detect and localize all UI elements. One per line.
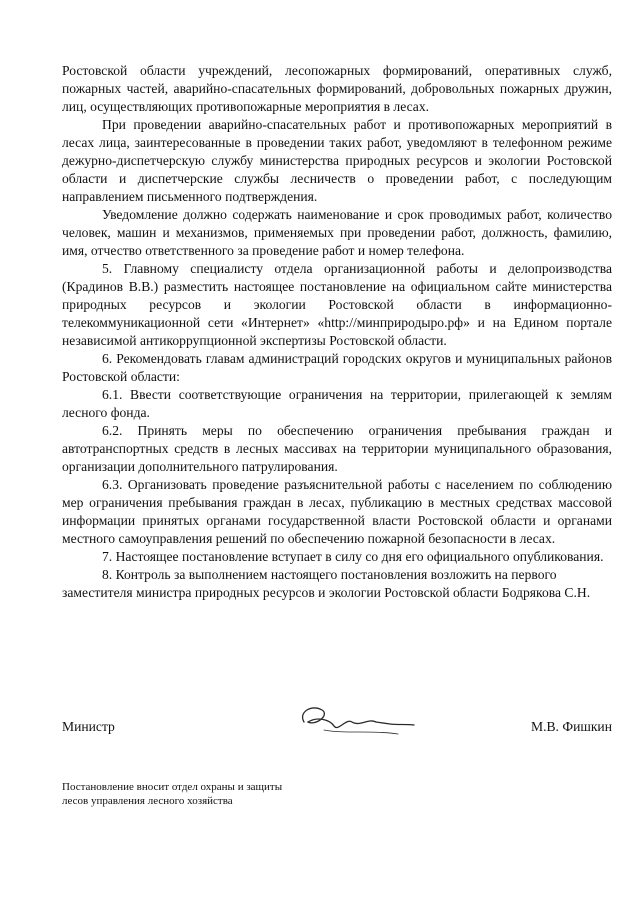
signatory-role: Министр bbox=[62, 719, 115, 734]
document-body bbox=[62, 62, 612, 602]
paragraph-item-8: 8. Контроль за выполнением настоящего постановления возложить на первого заместителя министра природных ресурсов и экологии Ростовской области Бодрякова С.Н. bbox=[62, 567, 591, 600]
paragraph-item-6-1: 6.1. Ввести соответствующие ограничения на территории, прилегающей к землям лесного фонда. bbox=[62, 387, 612, 420]
paragraph-notification: Уведомление должно содержать наименование и срок проводимых работ, количество человек, машин и механизмов, применяемых при проведении работ, должность, фамилию, имя, отчество ответственного за проведение работ и номер телефона. bbox=[62, 207, 612, 258]
signatory-name: М.В. Фишкин bbox=[531, 719, 612, 734]
paragraph-rescue-works: При проведении аварийно-спасательных работ и противопожарных мероприятий в лесах лица, заинтересованные в проведении таких работ, уведомляют в телефонном режиме дежурно-диспетчерскую службу министерства природных ресурсов и экологии Ростовской области и диспетчерские службы лесничеств о проведении работ, с последующим направлением письменного подтверждения. bbox=[62, 117, 612, 204]
document-footer bbox=[62, 780, 462, 808]
paragraph-item-6-2: 6.2. Принять меры по обеспечению ограничения пребывания граждан и автотранспортных средств в лесных массивах на территории муниципального образования, организации дополнительного патрулирования. bbox=[62, 423, 612, 474]
paragraph-item-7: 7. Настоящее постановление вступает в силу со дня его официального опубликования. bbox=[102, 549, 604, 564]
paragraph-continuation: Ростовской области учреждений, лесопожарных формирований, оперативных служб, пожарных частей, аварийно-спасательных формирований, добровольных пожарных дружин, лиц, осуществляющих противопожарные мероприятия в лесах. bbox=[62, 63, 612, 114]
paragraph-item-6: 6. Рекомендовать главам администраций городских округов и муниципальных районов Ростовской области: bbox=[62, 351, 612, 384]
handwritten-signature bbox=[294, 700, 434, 746]
signature-block bbox=[62, 712, 612, 762]
paragraph-item-5: 5. Главному специалисту отдела организационной работы и делопроизводства (Крадинов В.В.) разместить настоящее постановление на официальном сайте министерства природных ресурсов и экологии Ростовской области в информационно-телекоммуникационной сети «Интернет» «http://минприродыро.рф» и на Едином портале независимой антикоррупционной экспертизы Ростовской области. bbox=[62, 261, 612, 348]
footer-line-1: Постановление вносит отдел охраны и защиты bbox=[62, 781, 283, 793]
footer-line-2: лесов управления лесного хозяйства bbox=[62, 795, 233, 807]
paragraph-item-6-3: 6.3. Организовать проведение разъяснительной работы с населением по соблюдению мер ограничения пребывания граждан в лесах, публикацию в местных средствах массовой информации принятых органами государственной власти Ростовской области и органами местного самоуправления решений по обеспечению пожарной безопасности в лесах. bbox=[62, 477, 612, 546]
